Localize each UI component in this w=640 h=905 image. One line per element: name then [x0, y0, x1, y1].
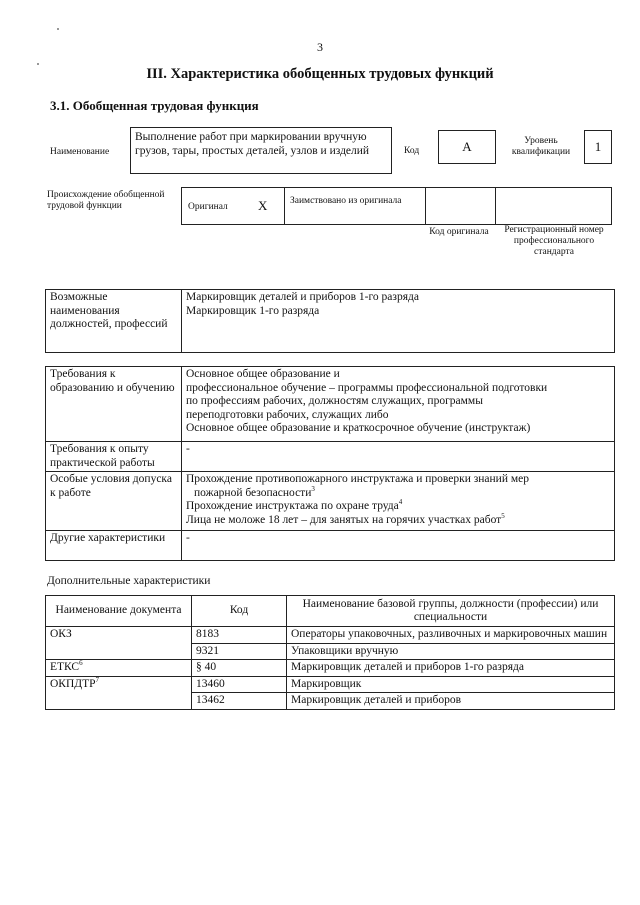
origin-label: Происхождение обобщенной трудовой функции [47, 190, 165, 211]
position-item: Маркировщик 1-го разряда [186, 304, 320, 317]
divider [495, 188, 496, 224]
code-cell: 13462 [192, 693, 287, 710]
origin-row [181, 187, 612, 225]
subsection-title: 3.1. Обобщенная трудовая функция [50, 98, 259, 113]
req-line: пожарной безопасности$^3$ [194, 484, 315, 499]
req-line: Основное общее образование и [186, 368, 340, 380]
footnote-ref: 4 [398, 498, 403, 507]
req-other-label: Другие характеристики [46, 531, 182, 561]
req-experience-label: Требования к опыту практической работы [46, 442, 182, 472]
position-item: Маркировщик деталей и приборов 1-го разряда [186, 291, 419, 303]
req-education-label: Требования к образованию и обучению [46, 367, 182, 442]
doc-cell: ОКПДТР$^7$ [46, 676, 192, 709]
req-other-value: - [182, 531, 615, 561]
footnote-ref: 6 [79, 659, 83, 668]
level-box [584, 130, 612, 164]
original-mark: X [258, 198, 268, 213]
code-box [438, 130, 496, 164]
req-education-value [182, 367, 615, 442]
requirements-table [45, 366, 615, 561]
req-admission-value [182, 472, 615, 531]
req-line: Прохождение противопожарного инструктажа и проверки знаний мер [186, 473, 529, 485]
name-cell: Маркировщик [287, 676, 615, 693]
level-value: 1 [594, 139, 602, 154]
positions-values [182, 290, 615, 353]
col-header-name: Наименование базовой группы, должности (профессии) или специальности [287, 596, 615, 627]
reg-number-caption: Регистрационный номер профессионального стандарта [504, 225, 604, 257]
section-title: III. Характеристика обобщенных трудовых функций [146, 66, 494, 82]
req-line: по профессиям рабочих, должностям служащих, программы [186, 395, 483, 407]
req-line: Основное общее образование и краткосрочное обучение (инструктаж) [186, 422, 531, 434]
name-cell: Операторы упаковочных, разливочных и маркировочных машин [287, 627, 615, 644]
borrowed-label: Заимствовано из оригинала [290, 196, 402, 206]
name-cell: Маркировщик деталей и приборов [287, 693, 615, 710]
req-line: Прохождение инструктажа по охране труда$^4$ [186, 498, 403, 512]
page-number: 3 [317, 40, 323, 54]
code-cell: § 40 [192, 660, 287, 677]
col-header-code: Код [192, 596, 287, 627]
code-cell: 8183 [192, 627, 287, 644]
doc-cell: ОКЗ [46, 627, 192, 660]
req-experience-value: - [182, 442, 615, 472]
req-admission-label: Особые условия допуска к работе [46, 472, 182, 531]
function-name-box [130, 127, 392, 174]
code-original-caption: Код оригинала [429, 227, 489, 237]
code-label: Код [404, 146, 420, 156]
footnote-ref: 7 [95, 675, 100, 684]
additional-caption: Дополнительные характеристики [47, 575, 211, 587]
req-line: профессиональное обучение – программы профессиональной подготовки [186, 381, 548, 394]
scan-speck [37, 63, 39, 65]
doc-cell: ЕТКС$^6$ [46, 660, 192, 677]
req-line: Лица не моложе 18 лет – для занятых на горячих участках работ$^5$ [186, 511, 505, 526]
footnote-ref: 3 [311, 484, 315, 493]
footnote-ref: 5 [501, 511, 505, 520]
name-label: Наименование [50, 147, 110, 157]
code-cell: 9321 [192, 643, 287, 660]
name-cell: Маркировщик деталей и приборов 1-го разряда [287, 660, 615, 677]
function-name: Выполнение работ при маркировании вручную грузов, тары, простых деталей, узлов и изделий [135, 131, 370, 157]
divider [425, 188, 426, 224]
code-value: А [462, 139, 472, 154]
code-cell: 13460 [192, 676, 287, 693]
scan-speck [57, 28, 59, 30]
positions-table [45, 289, 615, 353]
req-line: переподготовки рабочих, служащих либо [186, 408, 389, 421]
positions-label: Возможные наименования должностей, профессий [46, 290, 182, 353]
col-header-doc: Наименование документа [46, 596, 192, 627]
level-label: Уровень квалификации [511, 136, 571, 157]
name-cell: Упаковщики вручную [287, 643, 615, 660]
original-label: Оригинал [188, 202, 228, 212]
divider [284, 188, 285, 224]
additional-table [45, 595, 615, 710]
